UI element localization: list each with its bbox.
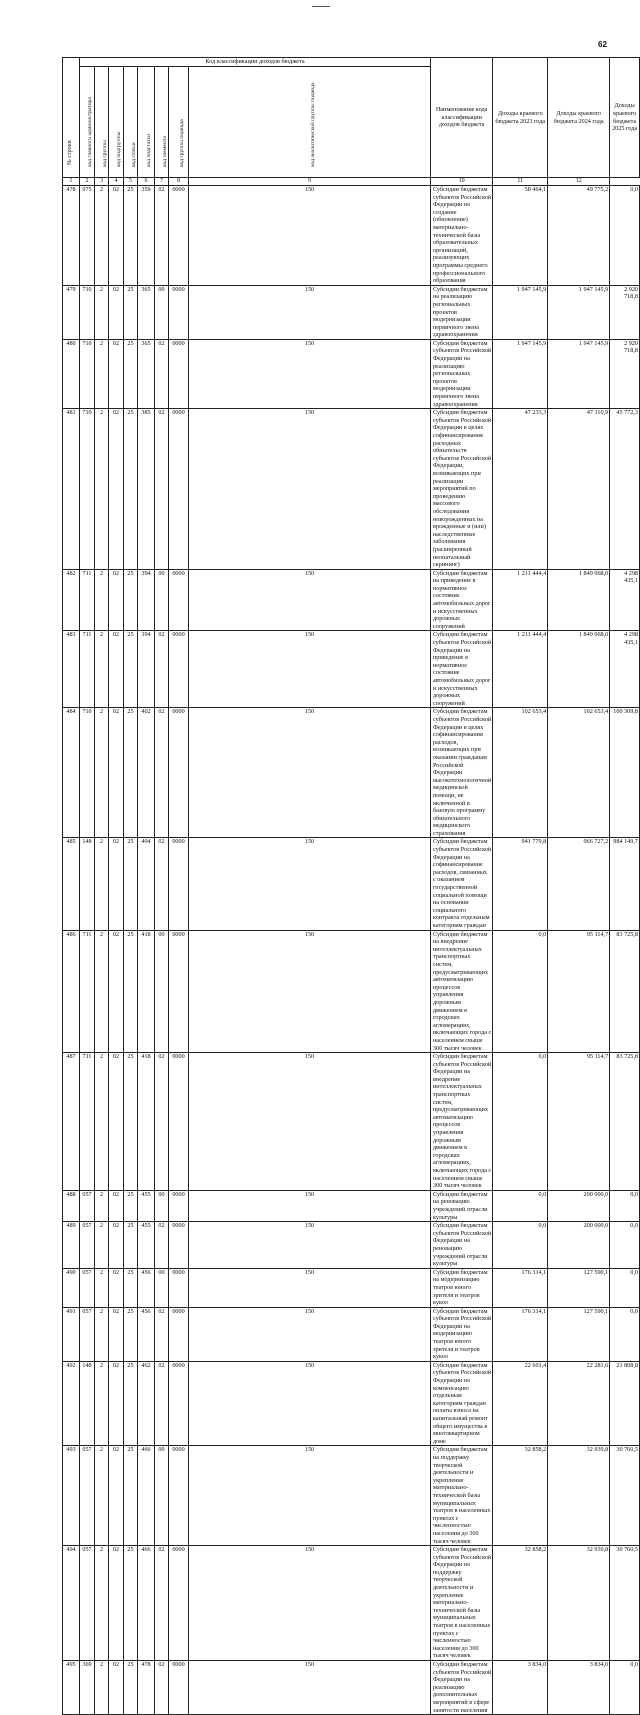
code-cell: 150 xyxy=(189,186,431,286)
row-number: 483 xyxy=(63,631,80,708)
code-cell: 25 xyxy=(124,186,138,286)
value-2025: 2 920 718,8 xyxy=(610,285,640,339)
code-cell: 150 xyxy=(189,1661,431,1715)
code-cell: 02 xyxy=(109,1053,124,1191)
code-cell: 00 xyxy=(155,1190,169,1221)
header-code-1: код главного администратора xyxy=(80,67,95,178)
code-cell: 02 xyxy=(109,1307,124,1361)
header-2024: Доходы краевого бюджета 2024 года xyxy=(548,58,610,178)
row-number: 495 xyxy=(63,1661,80,1715)
code-name: Субсидии бюджетам на реновацию учреждений отрасли культуры xyxy=(431,1190,493,1221)
value-2023: 32 858,2 xyxy=(493,1446,548,1546)
code-cell: 25 xyxy=(124,1546,138,1661)
table-row xyxy=(63,409,640,569)
table-row xyxy=(63,569,640,631)
code-cell: 00 xyxy=(155,569,169,631)
column-number: 7 xyxy=(155,178,169,186)
column-number: 5 xyxy=(124,178,138,186)
value-2024: 102 653,4 xyxy=(548,708,610,838)
code-name: Субсидии бюджетам на модернизацию театров юного зрителя и театров кукол xyxy=(431,1268,493,1307)
code-cell: 057 xyxy=(80,1307,95,1361)
code-cell: 00 xyxy=(155,1446,169,1546)
table-row xyxy=(63,708,640,838)
header-code-8: код аналитической группы подвида xyxy=(189,67,431,178)
code-cell: 25 xyxy=(124,339,138,408)
code-cell: 466 xyxy=(138,1446,155,1546)
code-cell: 057 xyxy=(80,1222,95,1269)
column-number: 9 xyxy=(189,178,431,186)
code-cell: 02 xyxy=(155,1546,169,1661)
row-number: 488 xyxy=(63,1190,80,1221)
header-code-group: Код классификации доходов бюджета xyxy=(80,58,431,67)
code-cell: 710 xyxy=(80,708,95,838)
code-cell: 394 xyxy=(138,569,155,631)
code-cell: 25 xyxy=(124,1446,138,1546)
value-2024: 3 834,0 xyxy=(548,1661,610,1715)
value-2024: 1 849 068,0 xyxy=(548,631,610,708)
code-cell: 150 xyxy=(189,569,431,631)
value-2024: 1 947 145,9 xyxy=(548,339,610,408)
code-cell: 0000 xyxy=(169,631,189,708)
code-cell: 057 xyxy=(80,1190,95,1221)
header-row-no: № строки xyxy=(63,58,80,178)
code-cell: 25 xyxy=(124,1222,138,1269)
code-cell: 711 xyxy=(80,569,95,631)
header-code-7: код группы подвида xyxy=(169,67,189,178)
code-cell: 0000 xyxy=(169,708,189,838)
table-row xyxy=(63,1222,640,1269)
code-cell: 25 xyxy=(124,838,138,930)
value-2024: 127 590,1 xyxy=(548,1307,610,1361)
code-cell: 02 xyxy=(155,708,169,838)
row-number: 486 xyxy=(63,930,80,1053)
code-cell: 0000 xyxy=(169,569,189,631)
code-name: Субсидии бюджетам на приведение в нормативное состояние автомобильных дорог и искусственных дорожных сооружений xyxy=(431,569,493,631)
code-name: Субсидии бюджетам субъектов Российской Федерации на создание (обновление) материально-технической базы образовательных организаций, реализующих программы среднего профессионального образования xyxy=(431,186,493,286)
code-name: Субсидии бюджетам субъектов Российской Федерации на приведение в нормативное состояние автомобильных дорог и искусственных дорожных сооружений xyxy=(431,631,493,708)
code-cell: 2 xyxy=(95,1446,109,1546)
code-cell: 466 xyxy=(138,1546,155,1661)
code-cell: 404 xyxy=(138,838,155,930)
code-cell: 02 xyxy=(109,569,124,631)
value-2023: 102 653,4 xyxy=(493,708,548,838)
code-cell: 0000 xyxy=(169,1053,189,1191)
code-cell: 00 xyxy=(155,1268,169,1307)
code-cell: 25 xyxy=(124,1361,138,1446)
code-cell: 710 xyxy=(80,409,95,569)
value-2023: 1 947 145,9 xyxy=(493,339,548,408)
code-cell: 150 xyxy=(189,1053,431,1191)
value-2023: 3 834,0 xyxy=(493,1661,548,1715)
column-number: 3 xyxy=(95,178,109,186)
code-cell: 02 xyxy=(109,1361,124,1446)
revenue-table xyxy=(62,57,640,1715)
value-2023: 941 779,8 xyxy=(493,838,548,930)
code-cell: 150 xyxy=(189,1222,431,1269)
value-2024: 32 939,8 xyxy=(548,1546,610,1661)
value-2025: 0,0 xyxy=(610,1222,640,1269)
code-name: Субсидии бюджетам субъектов Российской Федерации на реновацию учреждений отрасли культуры xyxy=(431,1222,493,1269)
value-2025: 984 149,7 xyxy=(610,838,640,930)
table-row xyxy=(63,186,640,286)
code-cell: 02 xyxy=(109,1546,124,1661)
code-cell: 418 xyxy=(138,930,155,1053)
code-cell: 2 xyxy=(95,1222,109,1269)
value-2025: 4 298 435,1 xyxy=(610,631,640,708)
row-number: 489 xyxy=(63,1222,80,1269)
value-2025: 83 725,8 xyxy=(610,1053,640,1191)
code-cell: 0000 xyxy=(169,186,189,286)
code-cell: 02 xyxy=(155,339,169,408)
column-number: 1 xyxy=(63,178,80,186)
code-cell: 2 xyxy=(95,186,109,286)
code-cell: 057 xyxy=(80,1546,95,1661)
code-cell: 02 xyxy=(109,1190,124,1221)
column-number: 12 xyxy=(548,178,610,186)
code-cell: 02 xyxy=(155,1053,169,1191)
code-cell: 150 xyxy=(189,631,431,708)
code-cell: 150 xyxy=(189,409,431,569)
value-2023: 0,0 xyxy=(493,1053,548,1191)
value-2023: 22 601,4 xyxy=(493,1361,548,1446)
table-row xyxy=(63,1446,640,1546)
header-2023: Доходы краевого бюджета 2023 года xyxy=(493,58,548,178)
code-cell: 2 xyxy=(95,1268,109,1307)
header-code-3: код подгруппы xyxy=(109,67,124,178)
code-cell: 2 xyxy=(95,631,109,708)
code-cell: 365 xyxy=(138,285,155,339)
code-name: Субсидии бюджетам субъектов Российской Федерации на реализацию дополнительных мероприятий в сфере занятости населения xyxy=(431,1661,493,1715)
code-cell: 150 xyxy=(189,1268,431,1307)
code-name: Субсидии бюджетам на реализацию региональных проектов модернизации первичного звена здравоохранения xyxy=(431,285,493,339)
code-cell: 25 xyxy=(124,708,138,838)
header-code-5: код подстатьи xyxy=(138,67,155,178)
code-name: Субсидии бюджетам субъектов Российской Федерации на софинансирование расходов, связанных с оказанием государственной социальной помощи на основании социального контракта отдельным категориям граждан xyxy=(431,838,493,930)
code-cell: 385 xyxy=(138,409,155,569)
code-cell: 25 xyxy=(124,1307,138,1361)
table-row xyxy=(63,838,640,930)
code-cell: 02 xyxy=(109,186,124,286)
code-cell: 711 xyxy=(80,930,95,1053)
row-number: 482 xyxy=(63,569,80,631)
code-cell: 02 xyxy=(155,186,169,286)
value-2024: 127 590,1 xyxy=(548,1268,610,1307)
value-2025: 83 725,8 xyxy=(610,930,640,1053)
code-cell: 02 xyxy=(109,1222,124,1269)
row-number: 480 xyxy=(63,339,80,408)
code-cell: 0000 xyxy=(169,1268,189,1307)
row-number: 487 xyxy=(63,1053,80,1191)
row-number: 484 xyxy=(63,708,80,838)
row-number: 492 xyxy=(63,1361,80,1446)
value-2025: 100 309,8 xyxy=(610,708,640,838)
code-cell: 02 xyxy=(109,838,124,930)
code-cell: 369 xyxy=(80,1661,95,1715)
code-cell: 462 xyxy=(138,1361,155,1446)
code-cell: 418 xyxy=(138,1053,155,1191)
value-2024: 1 849 068,0 xyxy=(548,569,610,631)
value-2025: 30 760,5 xyxy=(610,1446,640,1546)
code-cell: 2 xyxy=(95,1546,109,1661)
code-cell: 150 xyxy=(189,1446,431,1546)
value-2023: 58 464,1 xyxy=(493,186,548,286)
code-cell: 150 xyxy=(189,708,431,838)
value-2023: 0,0 xyxy=(493,1190,548,1221)
top-divider xyxy=(312,6,330,7)
code-cell: 057 xyxy=(80,1446,95,1546)
code-cell: 2 xyxy=(95,708,109,838)
value-2024: 1 947 145,9 xyxy=(548,285,610,339)
code-cell: 710 xyxy=(80,285,95,339)
value-2025: 0,0 xyxy=(610,186,640,286)
value-2025: 0,0 xyxy=(610,1661,640,1715)
code-name: Субсидии бюджетам субъектов Российской Федерации в целях софинансирования расходных обязательств субъектов Российской Федерации, возникающих при реализации мероприятий по проведению массового обследования новорожденных на врожденные и (или) наследственные заболевания (расширенный неонатальный скрининг) xyxy=(431,409,493,569)
code-cell: 0000 xyxy=(169,285,189,339)
table-row xyxy=(63,930,640,1053)
value-2025: 45 772,3 xyxy=(610,409,640,569)
code-cell: 02 xyxy=(109,930,124,1053)
code-name: Субсидии бюджетам субъектов Российской Федерации в целях софинансирования расходов, возникающих при оказании гражданам Российской Федерации высокотехнологичной медицинской помощи, не включенной в базовую программу обязательного медицинского страхования xyxy=(431,708,493,838)
code-cell: 711 xyxy=(80,631,95,708)
code-cell: 2 xyxy=(95,930,109,1053)
column-number: 4 xyxy=(109,178,124,186)
code-cell: 25 xyxy=(124,569,138,631)
code-cell: 2 xyxy=(95,285,109,339)
value-2025: 21 808,8 xyxy=(610,1361,640,1446)
value-2025: 0,0 xyxy=(610,1190,640,1221)
code-cell: 2 xyxy=(95,1361,109,1446)
value-2023: 47 233,3 xyxy=(493,409,548,569)
code-cell: 25 xyxy=(124,1053,138,1191)
code-name: Субсидии бюджетам субъектов Российской Федерации на реализацию региональных проектов модернизации первичного звена здравоохранения xyxy=(431,339,493,408)
table-row xyxy=(63,1268,640,1307)
code-cell: 0000 xyxy=(169,339,189,408)
value-2025: 0,0 xyxy=(610,1307,640,1361)
code-cell: 0000 xyxy=(169,1446,189,1546)
code-cell: 02 xyxy=(155,1222,169,1269)
code-cell: 02 xyxy=(155,409,169,569)
code-cell: 02 xyxy=(155,838,169,930)
code-cell: 2 xyxy=(95,339,109,408)
code-cell: 02 xyxy=(109,1268,124,1307)
table-row xyxy=(63,631,640,708)
value-2024: 95 114,7 xyxy=(548,1053,610,1191)
value-2023: 1 211 444,4 xyxy=(493,569,548,631)
code-cell: 150 xyxy=(189,1307,431,1361)
code-cell: 365 xyxy=(138,339,155,408)
code-cell: 456 xyxy=(138,1268,155,1307)
code-cell: 02 xyxy=(155,631,169,708)
value-2024: 32 939,8 xyxy=(548,1446,610,1546)
value-2024: 966 727,2 xyxy=(548,838,610,930)
code-cell: 02 xyxy=(109,285,124,339)
code-cell: 0000 xyxy=(169,1190,189,1221)
column-number: 6 xyxy=(138,178,155,186)
code-cell: 2 xyxy=(95,569,109,631)
code-name: Субсидии бюджетам субъектов Российской Федерации на внедрение интеллектуальных транспортных систем, предусматривающих автоматизацию процессов управления дорожным движением в городских агломерациях, включающих города с населением свыше 300 тысяч человек xyxy=(431,1053,493,1191)
value-2023: 0,0 xyxy=(493,1222,548,1269)
value-2024: 200 000,0 xyxy=(548,1190,610,1221)
table-row xyxy=(63,339,640,408)
code-cell: 150 xyxy=(189,1546,431,1661)
code-cell: 394 xyxy=(138,631,155,708)
code-cell: 25 xyxy=(124,930,138,1053)
header-code-4: код статьи xyxy=(124,67,138,178)
row-number: 481 xyxy=(63,409,80,569)
table-row xyxy=(63,1546,640,1661)
code-cell: 359 xyxy=(138,186,155,286)
page-number: 62 xyxy=(598,40,607,49)
code-cell: 057 xyxy=(80,1268,95,1307)
value-2024: 49 775,2 xyxy=(548,186,610,286)
code-cell: 00 xyxy=(155,285,169,339)
code-cell: 02 xyxy=(109,339,124,408)
header-code-6: код элемента xyxy=(155,67,169,178)
code-cell: 150 xyxy=(189,1361,431,1446)
row-number: 478 xyxy=(63,186,80,286)
code-cell: 0000 xyxy=(169,1222,189,1269)
code-cell: 455 xyxy=(138,1222,155,1269)
value-2023: 176 314,1 xyxy=(493,1268,548,1307)
code-cell: 150 xyxy=(189,930,431,1053)
code-cell: 0000 xyxy=(169,930,189,1053)
code-cell: 25 xyxy=(124,631,138,708)
code-cell: 150 xyxy=(189,838,431,930)
header-code-2: код группы xyxy=(95,67,109,178)
table-row xyxy=(63,1661,640,1715)
value-2023: 176 314,1 xyxy=(493,1307,548,1361)
table-row xyxy=(63,285,640,339)
row-number: 494 xyxy=(63,1546,80,1661)
row-number: 479 xyxy=(63,285,80,339)
code-cell: 711 xyxy=(80,1053,95,1191)
code-cell: 2 xyxy=(95,1190,109,1221)
code-cell: 150 xyxy=(189,339,431,408)
code-cell: 0000 xyxy=(169,409,189,569)
code-cell: 0000 xyxy=(169,1361,189,1446)
code-cell: 150 xyxy=(189,285,431,339)
code-cell: 02 xyxy=(109,1446,124,1546)
value-2025: 0,0 xyxy=(610,1268,640,1307)
code-name: Субсидии бюджетам на поддержку творческой деятельности и укрепление материально-технической базы муниципальных театров в населенных пунктах с численностью населения до 300 тысяч человек xyxy=(431,1446,493,1546)
row-number: 491 xyxy=(63,1307,80,1361)
column-number: 2 xyxy=(80,178,95,186)
column-number: 8 xyxy=(169,178,189,186)
code-cell: 25 xyxy=(124,409,138,569)
code-cell: 02 xyxy=(155,1361,169,1446)
code-cell: 0000 xyxy=(169,1546,189,1661)
value-2024: 95 114,7 xyxy=(548,930,610,1053)
value-2025: 30 760,5 xyxy=(610,1546,640,1661)
table-row xyxy=(63,1307,640,1361)
code-cell: 25 xyxy=(124,1661,138,1715)
code-cell: 00 xyxy=(155,930,169,1053)
code-cell: 25 xyxy=(124,285,138,339)
code-cell: 455 xyxy=(138,1190,155,1221)
code-cell: 710 xyxy=(80,339,95,408)
header-2025: Доходы краевого бюджета 2025 года xyxy=(610,58,640,178)
column-number: 11 xyxy=(493,178,548,186)
code-name: Субсидии бюджетам на внедрение интеллектуальных транспортных систем, предусматривающих автоматизацию процессов управления дорожным движением в городских агломерациях, включающих города с населением свыше 300 тысяч человек xyxy=(431,930,493,1053)
code-name: Субсидии бюджетам субъектов Российской Федерации на модернизацию театров юного зрителя и театров кукол xyxy=(431,1307,493,1361)
code-cell: 2 xyxy=(95,409,109,569)
code-cell: 402 xyxy=(138,708,155,838)
value-2024: 47 110,9 xyxy=(548,409,610,569)
code-cell: 148 xyxy=(80,1361,95,1446)
row-number: 485 xyxy=(63,838,80,930)
code-name: Субсидии бюджетам субъектов Российской Федерации на компенсацию отдельным категориям граждан оплаты взноса на капитальный ремонт общего имущества в многоквартирном доме xyxy=(431,1361,493,1446)
code-cell: 25 xyxy=(124,1190,138,1221)
code-cell: 478 xyxy=(138,1661,155,1715)
table-row xyxy=(63,1190,640,1221)
header-name: Наименование кода классификации доходов бюджета xyxy=(431,58,493,178)
value-2025: 4 298 435,1 xyxy=(610,569,640,631)
value-2023: 1 947 145,9 xyxy=(493,285,548,339)
value-2025: 2 920 718,8 xyxy=(610,339,640,408)
code-cell: 25 xyxy=(124,1268,138,1307)
code-cell: 148 xyxy=(80,838,95,930)
code-cell: 02 xyxy=(155,1661,169,1715)
table-row xyxy=(63,1053,640,1191)
code-cell: 0000 xyxy=(169,1661,189,1715)
code-cell: 075 xyxy=(80,186,95,286)
code-cell: 2 xyxy=(95,1661,109,1715)
value-2023: 0,0 xyxy=(493,930,548,1053)
value-2023: 1 211 444,4 xyxy=(493,631,548,708)
row-number: 493 xyxy=(63,1446,80,1546)
code-cell: 150 xyxy=(189,1190,431,1221)
code-cell: 2 xyxy=(95,1053,109,1191)
code-cell: 02 xyxy=(109,409,124,569)
column-number: 10 xyxy=(431,178,493,186)
code-cell: 2 xyxy=(95,1307,109,1361)
code-name: Субсидии бюджетам субъектов Российской Федерации на поддержку творческой деятельности и укрепление материально-технической базы муниципальных театров в населенных пунктах с численностью населения до 300 тысяч человек xyxy=(431,1546,493,1661)
code-cell: 2 xyxy=(95,838,109,930)
code-cell: 456 xyxy=(138,1307,155,1361)
value-2023: 32 858,2 xyxy=(493,1546,548,1661)
code-cell: 02 xyxy=(109,708,124,838)
code-cell: 02 xyxy=(109,1661,124,1715)
table-row xyxy=(63,1361,640,1446)
code-cell: 0000 xyxy=(169,1307,189,1361)
value-2024: 22 281,6 xyxy=(548,1361,610,1446)
value-2024: 200 000,0 xyxy=(548,1222,610,1269)
code-cell: 0000 xyxy=(169,838,189,930)
row-number: 490 xyxy=(63,1268,80,1307)
code-cell: 02 xyxy=(155,1307,169,1361)
code-cell: 02 xyxy=(109,631,124,708)
